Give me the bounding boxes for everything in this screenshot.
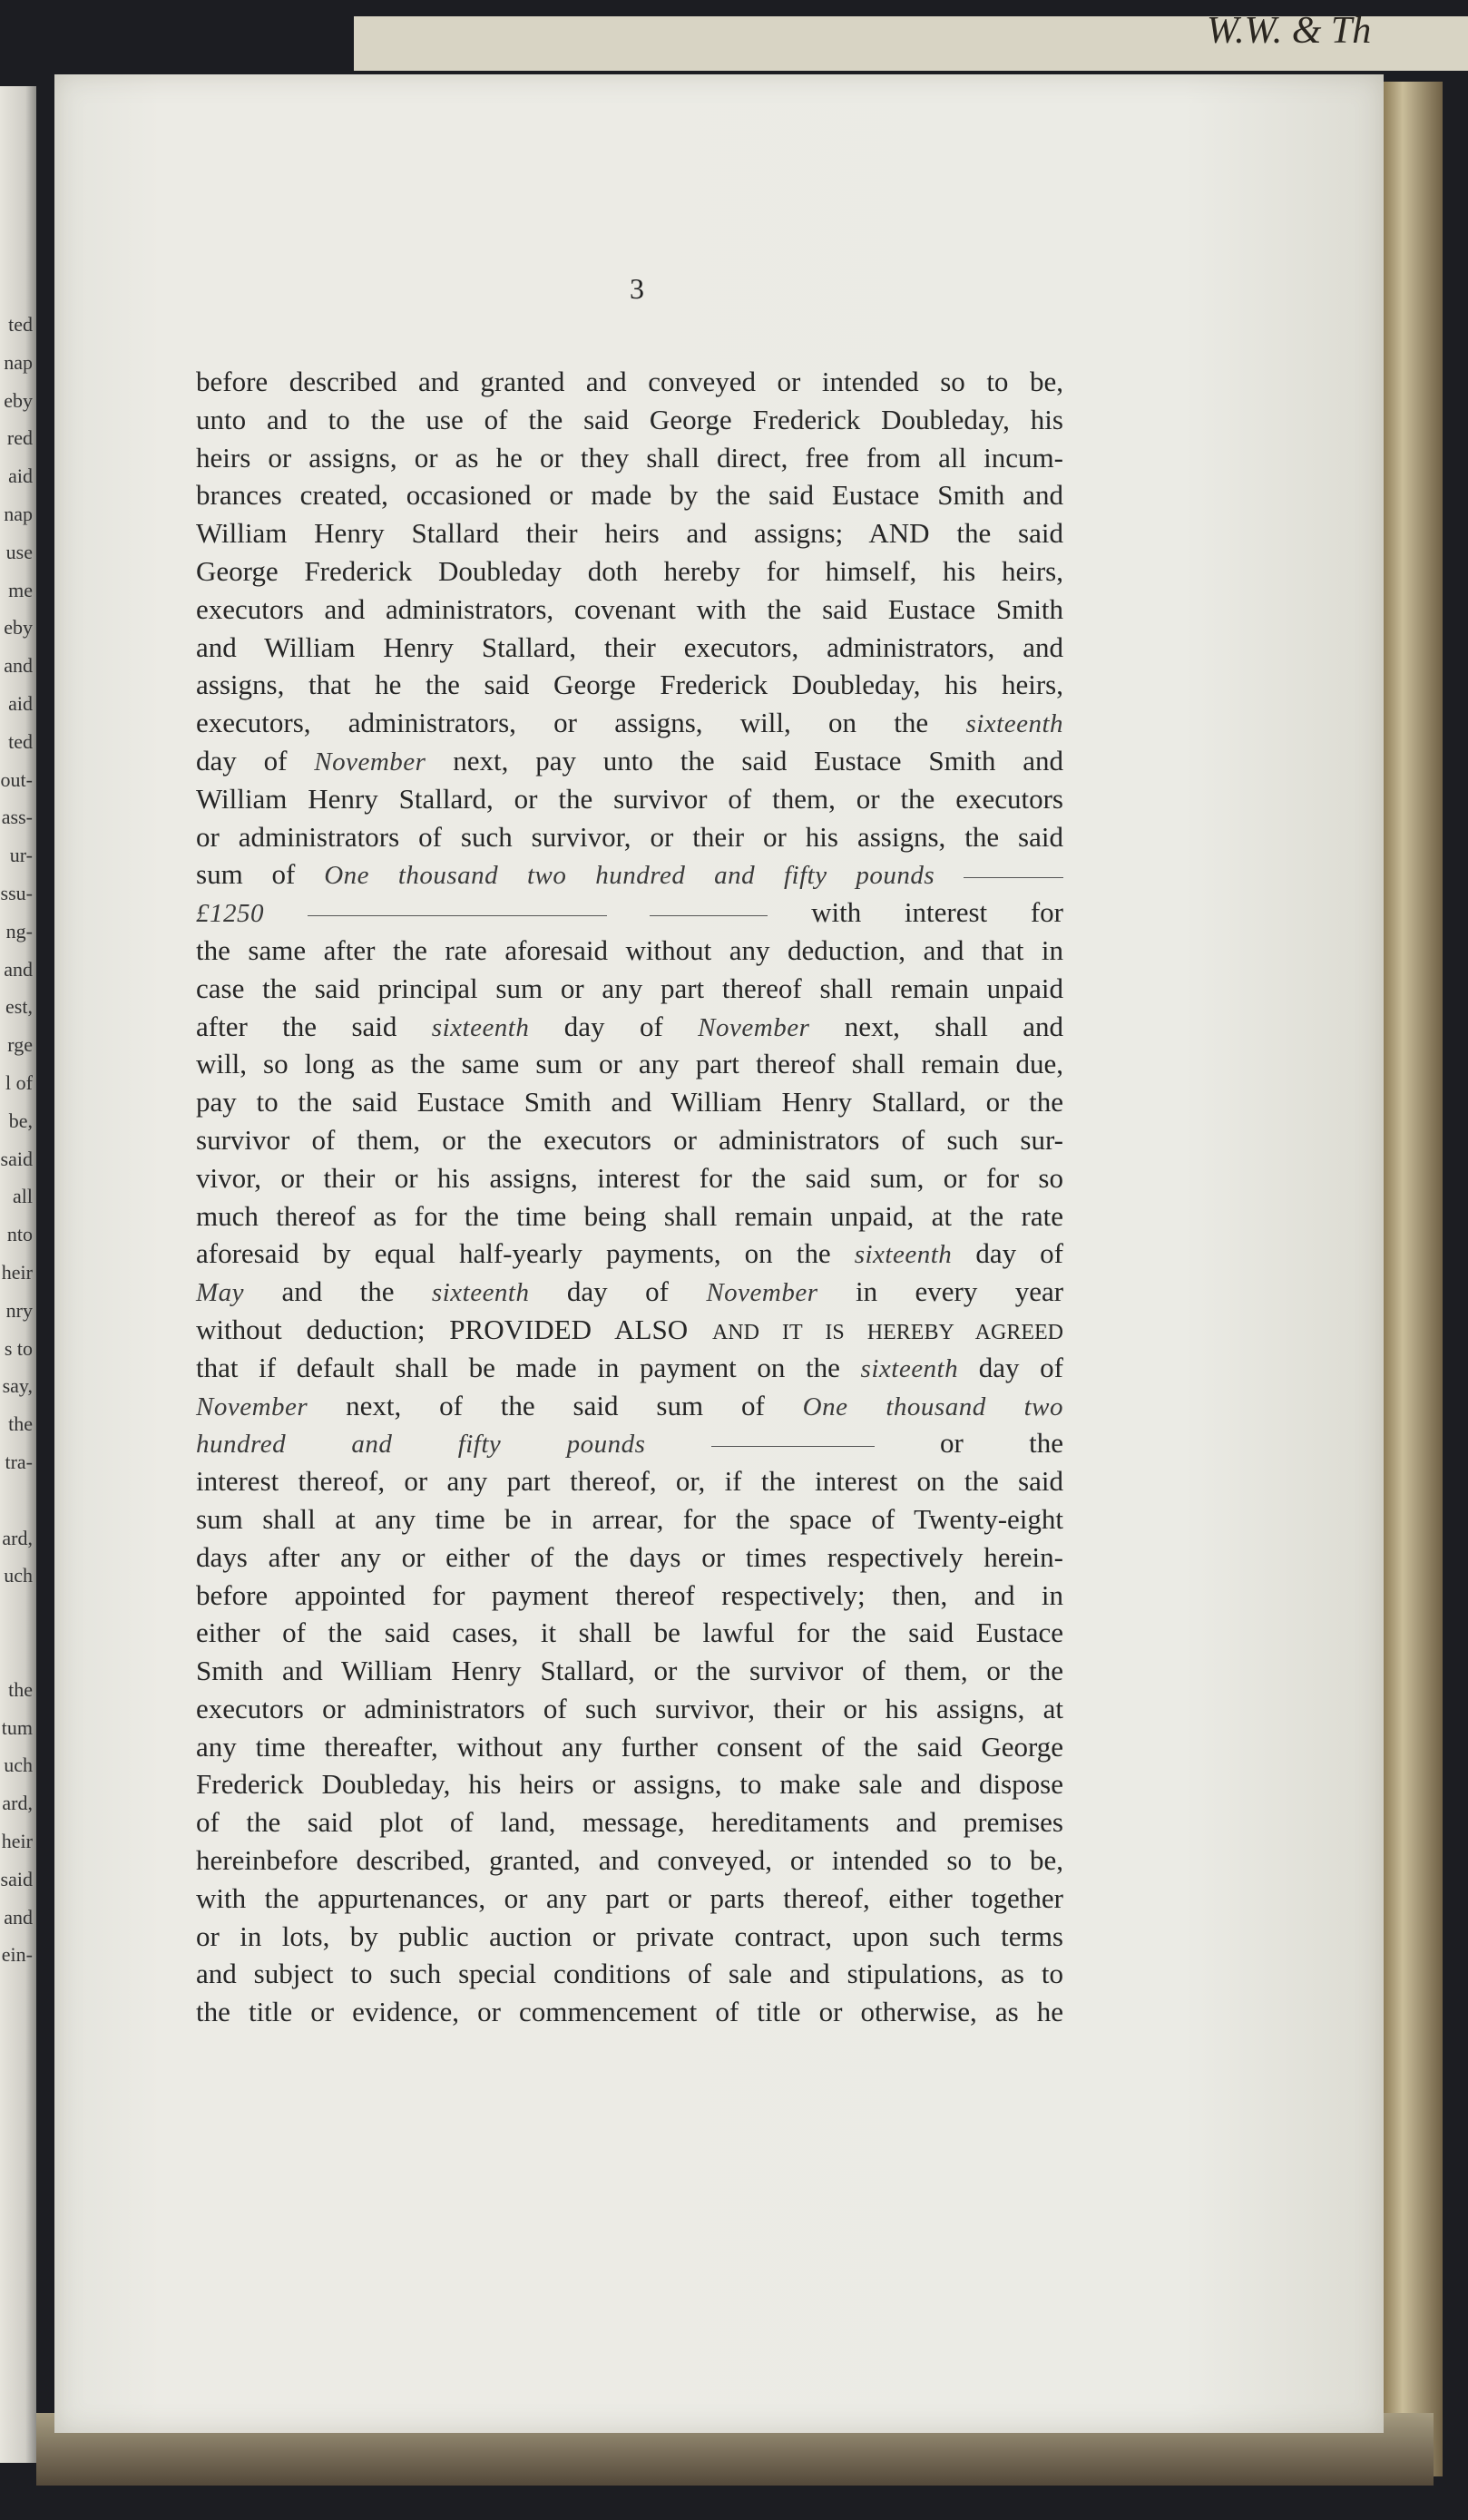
printed-text: will, so long as the same sum or any part thereof shall remain due, (196, 1048, 1063, 1080)
blank-rule (650, 914, 768, 916)
printed-text: any time thereafter, without any further consent of the said George (196, 1730, 1063, 1763)
printed-text: day of (563, 1010, 663, 1042)
previous-page-fragment: eby (4, 388, 33, 412)
text-line (196, 970, 1063, 1008)
previous-page-fragment: ur- (9, 844, 33, 867)
text-line (196, 932, 1063, 970)
printed-text: with the appurtenances, or any part or parts thereof, either together (196, 1881, 1063, 1914)
previous-page-fragment: ein- (1, 1943, 33, 1967)
printed-text: or in lots, by public auction or private contract, upon such terms (196, 1919, 1063, 1952)
printed-text: aforesaid by equal half-yearly payments, on the (196, 1237, 831, 1270)
previous-page-fragment: heir (1, 1830, 33, 1852)
text-line (196, 1803, 1063, 1841)
printed-text: assigns, that he the said George Frederick Doubleday, his heirs, (196, 669, 1063, 701)
previous-page-fragment: the (8, 1677, 33, 1701)
printed-text: heirs or assigns, or as he or they shall direct, free from all incum- (196, 441, 1063, 474)
handwritten-entry: November (314, 747, 426, 777)
previous-page-fragment: l of (5, 1071, 33, 1094)
printed-text: or administrators of such survivor, or their or his assigns, the said (196, 820, 1063, 853)
text-line (196, 666, 1063, 704)
previous-page-fragment: nap (4, 503, 33, 525)
previous-page-fragment: said (0, 1147, 33, 1170)
previous-page-fragment: ass- (1, 806, 33, 829)
text-line (196, 363, 1063, 401)
text-line (196, 855, 1063, 894)
printed-text: or the (940, 1427, 1064, 1460)
handwritten-entry: sixteenth (854, 1240, 953, 1270)
handwritten-entry: sixteenth (431, 1012, 530, 1042)
printed-text: vivor, or their or his assigns, interest for the said sum, or for so (196, 1161, 1063, 1194)
previous-page-fragment: the (8, 1412, 33, 1436)
previous-page-fragment: and (4, 957, 33, 981)
document-body (196, 363, 1063, 2031)
previous-page-fragment: say, (2, 1374, 33, 1398)
previous-page-fragment: rge (7, 1033, 33, 1057)
text-line (196, 514, 1063, 552)
text-line (196, 1235, 1063, 1273)
text-line (196, 1652, 1063, 1690)
previous-page-fragment: aid (8, 692, 33, 715)
handwritten-entry: sixteenth (860, 1353, 959, 1383)
text-line (196, 1273, 1063, 1311)
previous-page-fragment: be, (8, 1109, 33, 1132)
handwritten-entry: hundred and fifty pounds (196, 1430, 646, 1460)
printed-text: before appointed for payment thereof respectively; then, and in (196, 1578, 1063, 1611)
page-number: 3 (630, 272, 644, 305)
printed-text: either of the said cases, it shall be lawful for the said Eustace (196, 1617, 1063, 1649)
text-line (196, 1955, 1063, 1993)
printed-text: executors or administrators of such survivor, their or his assigns, at (196, 1692, 1063, 1724)
printed-text: with interest for (811, 896, 1064, 929)
printed-text: and William Henry Stallard, their executors, administrators, and (196, 630, 1063, 663)
text-line (196, 629, 1063, 667)
previous-page-fragment: said (0, 1867, 33, 1890)
text-line (196, 1387, 1063, 1425)
previous-page-edge (0, 86, 36, 2463)
previous-page-fragment: and (4, 654, 33, 678)
blank-rule (964, 876, 1063, 878)
printed-text: and the (281, 1275, 395, 1308)
printed-text: unto and to the use of the said George Frederick Doubleday, his (196, 403, 1063, 435)
text-line (196, 591, 1063, 629)
previous-page-fragment: ard, (2, 1792, 33, 1815)
printed-text: without deduction; PROVIDED ALSO (196, 1313, 689, 1345)
previous-page-fragment: out- (0, 767, 33, 791)
text-line (196, 1577, 1063, 1615)
blank-rule (711, 1445, 875, 1447)
printed-text: next, shall and (844, 1010, 1063, 1042)
printed-text: day of (978, 1351, 1063, 1383)
text-line (196, 1880, 1063, 1918)
printed-text: of the said plot of land, message, hereditaments and premises (196, 1806, 1063, 1839)
text-line (196, 1008, 1063, 1046)
previous-page-fragment: eby (4, 616, 33, 640)
text-line (196, 780, 1063, 818)
printed-text: interest thereof, or any part thereof, or, if the interest on the said (196, 1465, 1063, 1498)
handwritten-entry: sixteenth (431, 1278, 530, 1308)
text-line (196, 704, 1063, 742)
previous-page-fragment: nap (4, 350, 33, 374)
printed-text: days after any or either of the days or times respectively herein- (196, 1540, 1063, 1573)
printed-text: after the said (196, 1010, 397, 1042)
previous-page-fragment: ted (8, 729, 33, 753)
text-line (196, 1045, 1063, 1083)
text-line (196, 439, 1063, 477)
previous-page-fragment: uch (4, 1564, 33, 1587)
previous-page-fragment: nry (5, 1298, 33, 1322)
text-line (196, 1614, 1063, 1652)
printed-text: in every year (855, 1275, 1064, 1308)
printed-text: hereinbefore described, granted, and conveyed, or intended so to be, (196, 1844, 1063, 1877)
previous-page-fragment: and (4, 1905, 33, 1929)
printed-text: next, pay unto the said Eustace Smith and (453, 744, 1064, 777)
printed-text: William Henry Stallard their heirs and assigns; AND the said (196, 517, 1063, 550)
text-line (196, 1121, 1063, 1159)
printed-text: before described and granted and conveyed or intended so to be, (196, 366, 1063, 397)
text-line (196, 1083, 1063, 1121)
handwritten-entry: One thousand two hundred and fifty pounds (324, 861, 935, 891)
printed-text: Smith and William Henry Stallard, or the survivor of them, or the (196, 1655, 1063, 1687)
previous-page-fragment: ng- (5, 919, 33, 943)
printed-text: day of (566, 1275, 669, 1308)
text-line (196, 742, 1063, 780)
printed-text: executors and administrators, covenant with the said Eustace Smith (196, 592, 1063, 625)
text-line (196, 894, 1063, 932)
previous-page-fragment: tum (1, 1715, 33, 1739)
text-line (196, 818, 1063, 856)
text-line (196, 1728, 1063, 1766)
printed-text: George Frederick Doubleday doth hereby for himself, his heirs, (196, 554, 1063, 587)
printed-text: next, of the said sum of (346, 1389, 765, 1421)
printed-text: executors, administrators, or assigns, will, on the (196, 707, 929, 739)
printed-text: the same after the rate aforesaid without any deduction, and that in (196, 933, 1063, 966)
previous-page-fragment: use (5, 540, 33, 563)
handwritten-entry: One thousand two (802, 1392, 1064, 1421)
previous-page-fragment: me (8, 578, 33, 601)
previous-page-fragment: aid (8, 464, 33, 488)
previous-page-fragment: nto (6, 1223, 33, 1246)
printed-text: day of (196, 744, 288, 777)
previous-page-fragment: all (13, 1185, 33, 1208)
printed-text: sum of (196, 858, 296, 891)
printed-text: survivor of them, or the executors or administrators of such sur- (196, 1123, 1063, 1156)
text-line (196, 1538, 1063, 1577)
handwritten-entry: November (698, 1012, 810, 1042)
printed-text: Frederick Doubleday, his heirs or assigns, to make sale and dispose (196, 1768, 1063, 1801)
previous-page-fragment: est, (5, 995, 33, 1019)
printed-text: day of (975, 1237, 1064, 1270)
text-line (196, 401, 1063, 439)
text-line (196, 1993, 1063, 2031)
text-line (196, 1841, 1063, 1880)
text-line (196, 1311, 1063, 1349)
text-line (196, 1424, 1063, 1462)
printed-text: that if default shall be made in payment on the (196, 1351, 840, 1383)
printed-text: much thereof as for the time being shall remain unpaid, at the rate (196, 1199, 1063, 1232)
text-line (196, 1159, 1063, 1197)
printed-text: brances created, occasioned or made by the said Eustace Smith and (196, 479, 1063, 512)
printed-text: case the said principal sum or any part thereof shall remain unpaid (196, 972, 1063, 1004)
text-line (196, 1765, 1063, 1803)
text-line (196, 1462, 1063, 1500)
previous-page-fragment: ted (8, 313, 33, 336)
printed-text: and subject to such special conditions of sale and stipulations, as to (196, 1958, 1063, 1990)
handwritten-top-note: W.W. & Th (1207, 10, 1372, 52)
handwritten-entry: £1250 (196, 899, 264, 929)
printed-text: the title or evidence, or commencement of title or otherwise, as he (196, 1996, 1063, 2028)
printed-text: William Henry Stallard, or the survivor of them, or the executors (196, 782, 1063, 815)
text-line (196, 476, 1063, 514)
text-line (196, 1500, 1063, 1538)
previous-page-fragment: heir (1, 1261, 33, 1284)
printed-text: sum shall at any time be in arrear, for the space of Twenty-eight (196, 1502, 1063, 1535)
printed-text: AND IT IS HEREBY AGREED (711, 1320, 1063, 1344)
handwritten-entry: November (706, 1278, 818, 1308)
text-line (196, 1918, 1063, 1956)
printed-text: pay to the said Eustace Smith and William Henry Stallard, or the (196, 1086, 1063, 1118)
handwritten-entry: sixteenth (965, 709, 1064, 739)
previous-page-fragment: red (6, 426, 33, 450)
text-line (196, 1690, 1063, 1728)
previous-page-fragment: ard, (2, 1526, 33, 1549)
handwritten-entry: November (196, 1392, 308, 1421)
previous-page-fragment: ssu- (0, 882, 33, 904)
text-line (196, 1349, 1063, 1387)
previous-page-fragment: tra- (5, 1450, 33, 1473)
previous-page-fragment: uch (4, 1753, 33, 1777)
previous-page-fragment: s to (4, 1336, 33, 1360)
handwritten-entry: May (196, 1278, 245, 1308)
text-line (196, 552, 1063, 591)
text-line (196, 1197, 1063, 1236)
blank-rule (308, 914, 607, 916)
